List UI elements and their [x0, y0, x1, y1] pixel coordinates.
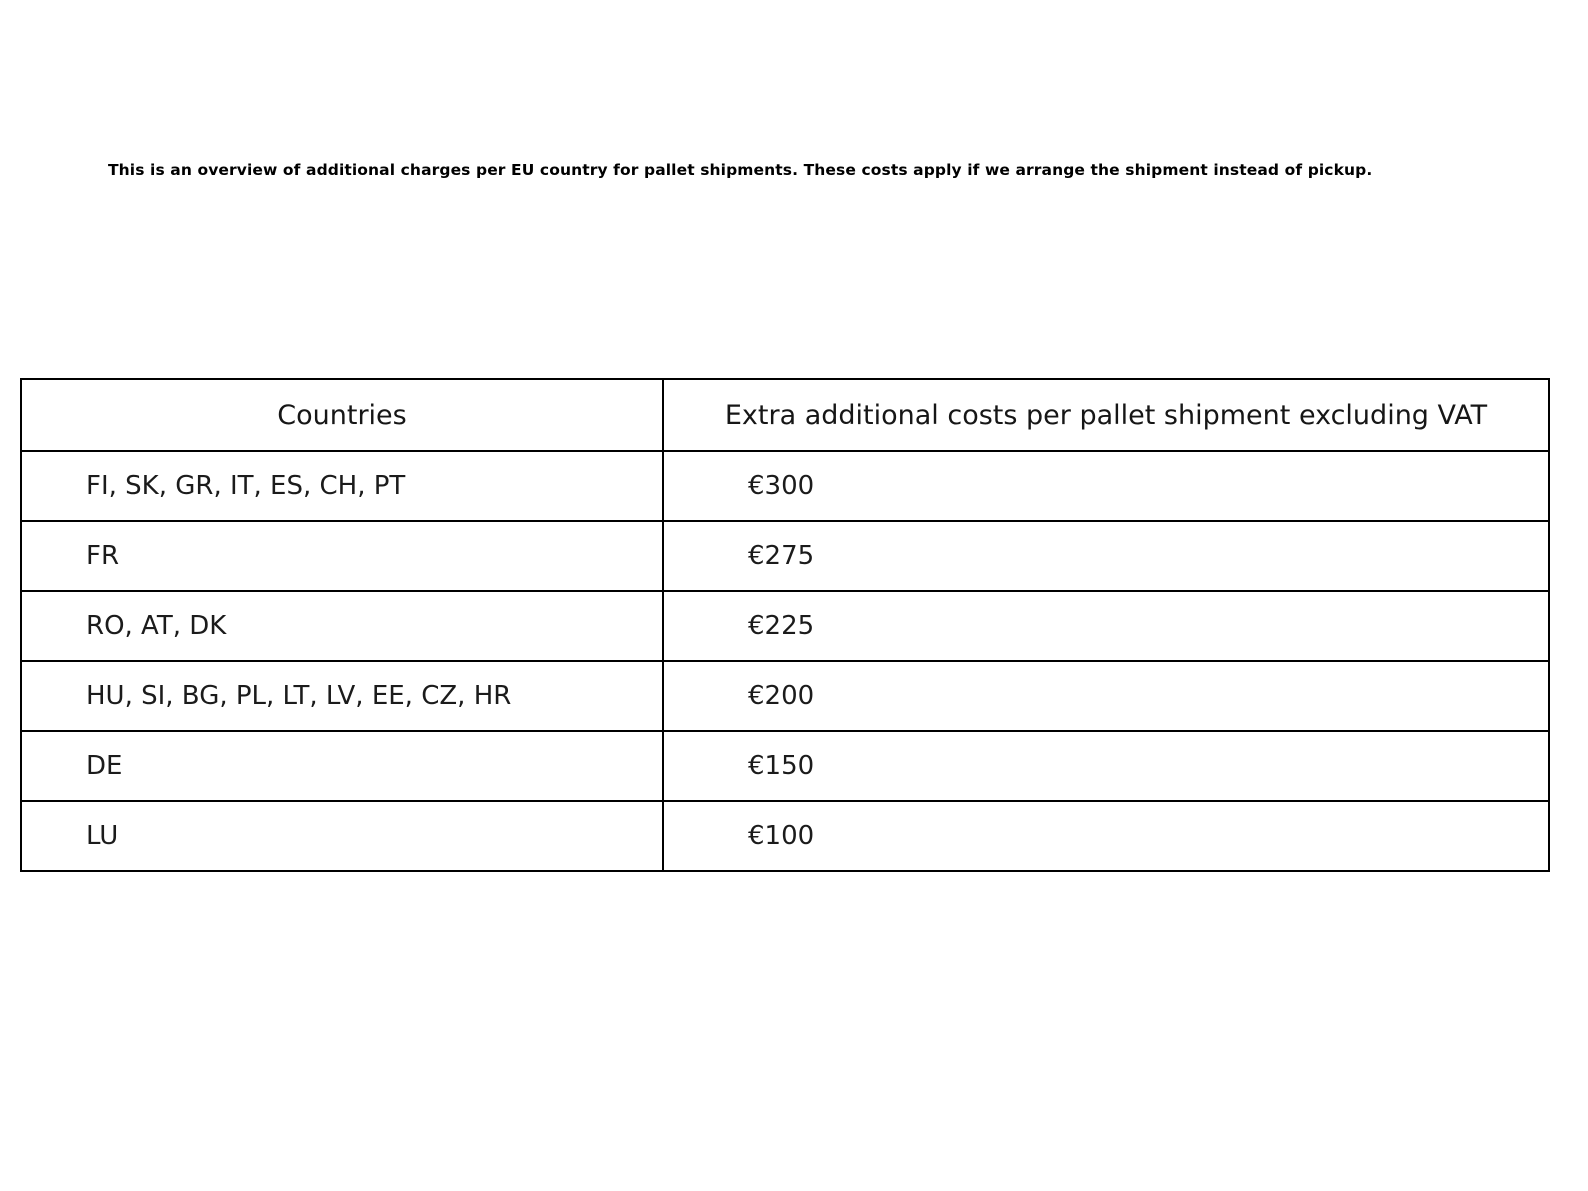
cell-cost: €100 — [663, 801, 1549, 871]
table-body — [21, 451, 1549, 871]
cell-countries: DE — [21, 731, 663, 801]
table-row — [21, 591, 1549, 661]
table-row — [21, 521, 1549, 591]
table-row — [21, 451, 1549, 521]
table-row — [21, 731, 1549, 801]
cell-countries: HU, SI, BG, PL, LT, LV, EE, CZ, HR — [21, 661, 663, 731]
cell-cost: €150 — [663, 731, 1549, 801]
cell-cost: €225 — [663, 591, 1549, 661]
column-header-countries: Countries — [21, 379, 663, 451]
column-header-costs: Extra additional costs per pallet shipment excluding VAT — [663, 379, 1549, 451]
intro-paragraph: This is an overview of additional charges per EU country for pallet shipments. These costs apply if we arrange the shipment instead of pickup. — [108, 161, 1373, 179]
charges-table — [20, 378, 1550, 872]
cell-countries: FI, SK, GR, IT, ES, CH, PT — [21, 451, 663, 521]
cell-countries: FR — [21, 521, 663, 591]
cell-cost: €275 — [663, 521, 1549, 591]
table-header — [21, 379, 1549, 451]
cell-cost: €300 — [663, 451, 1549, 521]
table-row — [21, 661, 1549, 731]
table-row — [21, 801, 1549, 871]
table-header-row — [21, 379, 1549, 451]
cell-cost: €200 — [663, 661, 1549, 731]
cell-countries: LU — [21, 801, 663, 871]
charges-table-container — [20, 378, 1548, 872]
cell-countries: RO, AT, DK — [21, 591, 663, 661]
